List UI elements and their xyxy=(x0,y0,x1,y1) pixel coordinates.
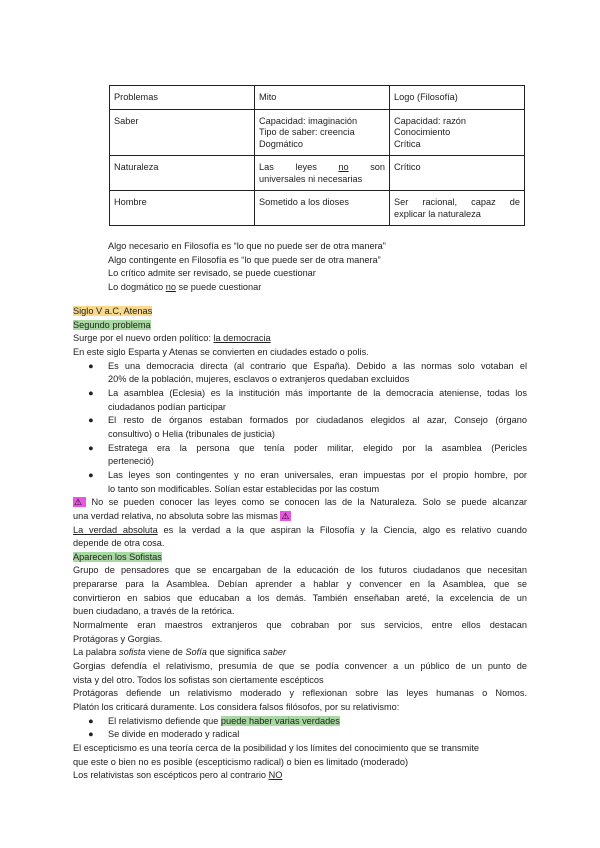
cell-line: Ser racional, capaz de xyxy=(394,197,520,207)
cell-line: Capacidad: razón xyxy=(394,115,467,126)
section-heading: Aparecen los Sofistas xyxy=(73,551,162,562)
header-cell: Mito xyxy=(255,86,390,110)
list-item: ● Es una democracia directa (al contrario que España). Debido a las normas solo votaban el 20% de la población, mujeres, esclavos o extranjeros quedaban excluidos xyxy=(88,360,527,385)
table-cell: Sometido a los dioses xyxy=(255,191,390,226)
paragraph-line: La palabra sofista viene de Sofía que significa saber xyxy=(73,647,287,658)
paragraph-line: que este o bien no es posible (escepticismo radical) o bien es limitado (moderado) xyxy=(73,756,409,767)
cell-line: Tipo de saber: creencia xyxy=(259,127,355,137)
notes-block xyxy=(108,240,386,294)
cell-line: Conocimiento xyxy=(394,127,451,137)
table-header-row xyxy=(110,86,525,110)
section-heading: Siglo V a.C, Atenas xyxy=(73,306,153,316)
list-item: ● El relativismo defiende que puede haber varias verdades xyxy=(88,715,340,726)
warning-icon: ⚠ xyxy=(74,497,86,508)
table-row xyxy=(110,191,525,226)
paragraph-line: ⚠ No se pueden conocer las leyes como se conocen las de la Naturaleza. Solo se puede alcanzar xyxy=(74,497,527,508)
paragraph-line: Platón los criticará duramente. Los considera falsos filósofos, por su relativismo: xyxy=(73,702,400,713)
bullet-list xyxy=(73,360,527,497)
paragraph-line: En este siglo Esparta y Atenas se convierten en ciudades estado o polis. xyxy=(73,346,369,357)
paragraph-line: Protágoras defiende un relativismo moderado y reflexionan sobre las leyes humanas o Nomos. xyxy=(73,688,527,699)
document-body xyxy=(73,305,527,783)
section-heading: Segundo problema xyxy=(73,319,151,330)
paragraph-line: El escepticismo es una teoría cerca de la posibilidad y los límites del conocimiento que se transmite xyxy=(73,743,479,753)
paragraph-line: Protágoras y Gorgias. xyxy=(73,633,163,644)
table-cell xyxy=(255,109,390,156)
paragraph-line: Surge por el nuevo orden político: la democracia xyxy=(73,333,271,344)
table-row xyxy=(110,109,525,156)
list-item: ● Las leyes son contingentes y no eran universales, eran impuestas por el propio hombre, por lo tanto son modificables. Solían estar establecidas por las costum xyxy=(88,469,527,494)
bullet-list xyxy=(73,715,527,742)
table-cell: Hombre xyxy=(110,191,255,226)
table-cell: Naturaleza xyxy=(110,156,255,191)
note-line: Lo dogmático no se puede cuestionar xyxy=(108,281,262,292)
note-line: Lo crítico admite ser revisado, se puede cuestionar xyxy=(108,268,316,279)
cell-line: explicar la naturaleza xyxy=(394,208,481,219)
paragraph-line: una verdad relativa, no absoluta sobre las mismas ⚠ xyxy=(73,510,290,521)
list-item: ● Estratega era la persona que tenía poder militar, elegido por la asamblea (Pericles perteneció) xyxy=(88,442,527,467)
warning-icon: ⚠ xyxy=(281,510,290,521)
cell-line: universales ni necesarias xyxy=(259,173,363,184)
comparison-table xyxy=(109,85,525,226)
paragraph-line: Los relativistas son escépticos pero al contrario NO xyxy=(73,770,283,781)
table-cell: Crítico xyxy=(390,156,525,191)
paragraph-line: Normalmente eran maestros extranjeros que cobraban por sus servicios, entre ellos destacan xyxy=(73,620,527,631)
header-cell: Logo (Filosofía) xyxy=(390,86,525,110)
paragraph-line: buen ciudadano, a través de la retórica. xyxy=(73,606,235,617)
paragraph-line: vista y del otro. Todos los sofistas son ciertamente escépticos xyxy=(73,674,324,685)
header-cell: Problemas xyxy=(110,86,255,110)
paragraph-line: depende de otra cosa. xyxy=(73,538,165,549)
table-cell xyxy=(390,191,525,226)
cell-line: Dogmático xyxy=(259,138,303,149)
paragraph-line: La verdad absoluta es la verdad a la que aspiran la Filosofía y la Ciencia, algo es relativo cuando xyxy=(73,524,528,535)
paragraph-line: Grupo de pensadores que se encargaban de la educación de los futuros ciudadanos que necesitan xyxy=(73,565,527,576)
table-cell xyxy=(255,156,390,191)
table-row xyxy=(110,156,525,191)
table-cell: Saber xyxy=(110,109,255,156)
list-item: ● La asamblea (Eclesia) es la institución más importante de la democracia ateniense, todas los ciudadanos podían participar xyxy=(88,387,527,412)
table-cell xyxy=(390,109,525,156)
cell-line: Capacidad: imaginación xyxy=(259,115,358,126)
list-item: ● Se divide en moderado y radical xyxy=(88,729,240,740)
note-line: Algo necesario en Filosofía es “lo que no puede ser de otra manera” xyxy=(108,241,386,251)
note-line: Algo contingente en Filosofía es “lo que puede ser de otra manera” xyxy=(108,254,381,265)
paragraph-line: Gorgias defendía el relativismo, presumía de que se podía convencer a un público de un punto de xyxy=(73,661,527,672)
paragraph-line: prepararse para la Asamblea. Debían aprender a hablar y convencer en la Asamblea, que se xyxy=(73,579,527,590)
cell-line: Las leyes no son xyxy=(259,162,386,172)
cell-line: Crítica xyxy=(394,138,421,149)
paragraph-line: convirtieron en sabios que educaban a los demás. También enseñaban areté, la excelencia de un xyxy=(73,592,527,603)
list-item: ● El resto de órganos estaban formados por ciudadanos elegidos al azar, Consejo (órgano consultivo) o Helia (tribunales de justicia) xyxy=(88,415,527,439)
